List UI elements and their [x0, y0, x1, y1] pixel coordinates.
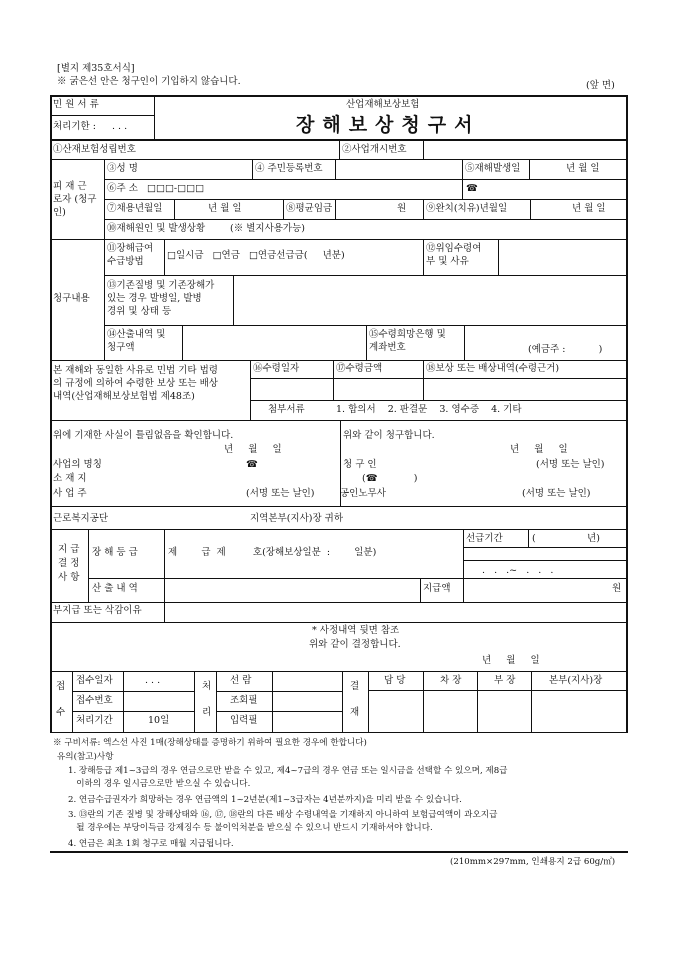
- denial-label: 부지급 또는 삭감이유: [53, 605, 142, 616]
- postal-code-boxes[interactable]: □□□-□□□: [147, 183, 205, 194]
- period-value: 10일: [148, 715, 170, 726]
- calc-detail-label: 산 출 내 역: [92, 583, 138, 594]
- biz-name-label: 사업의 명칭: [53, 459, 102, 470]
- form-title: 장해보상청구서: [296, 114, 481, 136]
- claimant-sign[interactable]: (서명 또는 날인): [536, 459, 605, 470]
- form-number: [별지 제35호서식]: [57, 63, 135, 74]
- labor-attorney-sign[interactable]: (서명 또는 날인): [522, 488, 591, 499]
- entered-label: 입력필: [230, 715, 258, 726]
- calc-label: ⑭산출내역 및 청구액: [107, 329, 166, 353]
- bank-label: ⑮수령희망은행 및 계좌번호: [369, 329, 446, 353]
- receipt-no-label: 접수번호: [76, 695, 113, 706]
- name-label: ③성 명: [107, 163, 138, 174]
- other-comp-desc: 본 재해와 동일한 사유로 민법 기타 법령 의 규정에 의하여 수령한 보상 또는 배상 내역(산업재해보상보험법 제48조): [53, 365, 218, 402]
- inquired-label: 조회필: [230, 695, 258, 706]
- claim-section-label: 청구내용: [53, 293, 90, 304]
- prior-condition-label: ⑬기존질병 및 기존장해가 있는 경우 발병일, 발병 경위 및 상태 등: [107, 280, 215, 317]
- period-label: 처리기간: [76, 715, 113, 726]
- location-label: 소 재 지: [53, 473, 87, 484]
- receipt-date-label: 접수일자: [76, 675, 113, 686]
- prepay-years[interactable]: ( 년): [532, 533, 600, 544]
- notice-4: 4. 연금은 최초 1회 청구로 매월 지급됩니다.: [68, 839, 234, 849]
- rrn-label: ④ 주민등록번호: [255, 163, 323, 174]
- pay-amount-unit: 원: [612, 583, 622, 594]
- claim-date[interactable]: 년 월 일: [510, 444, 568, 455]
- claim-statement: 위와 같이 청구합니다.: [343, 430, 435, 441]
- dept-head-label: 부 장: [494, 675, 516, 686]
- hire-date-label: ⑦채용년월일: [107, 203, 163, 214]
- grade-label: 장 해 등 급: [92, 547, 138, 558]
- pay-amount-label: 지급액: [423, 583, 451, 594]
- decision-note: * 사정내역 뒷면 참조: [312, 625, 400, 636]
- reviewed-label: 선 람: [230, 675, 252, 686]
- chief-label: 차 장: [440, 675, 462, 686]
- avg-wage-label: ⑧평균임금: [286, 203, 333, 214]
- insurance-no-label: ①산재보험성립번호: [53, 144, 136, 155]
- prepay-label: 선급기간: [466, 533, 503, 544]
- accident-date-value[interactable]: 년 월 일: [566, 163, 600, 174]
- deadline-date[interactable]: . . .: [112, 121, 128, 132]
- confirm-date[interactable]: 년 월 일: [224, 444, 282, 455]
- form-note: ※ 굵은선 안은 청구인이 기입하지 않습니다.: [57, 76, 241, 87]
- handling-col-label: 처 리: [202, 681, 212, 718]
- receipt-date-value[interactable]: . . .: [145, 675, 161, 686]
- staff-label: 담 당: [384, 675, 406, 686]
- receipt-col-label: 접 수: [56, 681, 66, 718]
- branch-addressee: 지역본부(지사)장 귀하: [250, 513, 344, 524]
- labor-attorney-label: 공인노무사: [340, 488, 386, 499]
- decision-date[interactable]: 년 월 일: [482, 655, 540, 666]
- decision-label: 지 급 결 정 사 항: [58, 544, 80, 583]
- approval-col-label: 결 재: [350, 681, 360, 718]
- accident-date-label: ⑤재해발생일: [465, 163, 521, 174]
- notice-3: 3. ⑬란의 기존 질병 및 장해상태와 ⑯, ⑰, ⑱란의 다른 배상 수령내역을 기재하지 아니하여 보험급여액이 과오지급 될 경우에는 부당이득금 강제징수 등 불이익처분을 받으실 수 있으니 반드시 기재하셔야 합니다.: [68, 810, 498, 833]
- notice-title: 유의(참고)사항: [57, 752, 114, 762]
- delegate-label: ⑫위임수령여 부 및 사유: [426, 243, 482, 267]
- hire-date-value[interactable]: 년 월 일: [208, 203, 242, 214]
- claimant-label: 청 구 인: [343, 459, 377, 470]
- claimant-phone[interactable]: (☎ ): [362, 473, 418, 484]
- worker-section-label: 피 재 근 로자 (청구 인): [53, 181, 97, 218]
- deadline-label: 처리기한 :: [53, 121, 96, 132]
- owner-label: 사 업 주: [53, 488, 87, 499]
- prepay-period[interactable]: . . .~ . . .: [482, 565, 554, 576]
- cause-note: (※ 별지사용가능): [230, 223, 305, 234]
- business-no-label: ②사업개시번호: [342, 144, 407, 155]
- address-label: ⑥주 소: [107, 183, 138, 194]
- form-subtitle: 산업재해보상보험: [346, 99, 420, 110]
- confirm-statement: 위에 기재한 사실이 틀림없음을 확인합니다.: [53, 430, 234, 441]
- avg-wage-unit: 원: [397, 203, 407, 214]
- notice-1: 1. 장해등급 제1~3급의 경우 연금으로만 받을 수 있고, 제4~7급의 경우 연금 또는 일시금을 선택할 수 있으며, 제8급 이하의 경우 일시금으로만 받으실 수 있습니다.: [68, 766, 508, 789]
- notice-2: 2. 연금수급권자가 희망하는 경우 연금액의 1~2년분(제1~3급자는 4년분까지)을 미리 받을 수 있습니다.: [68, 795, 462, 805]
- cause-label: ⑩재해원인 및 발생상황: [107, 223, 206, 234]
- grade-value[interactable]: 제 급 제 호(장해보상일분 : 일분): [168, 547, 377, 558]
- cure-date-label: ⑨완치(치유)년월일: [426, 203, 508, 214]
- recv-amount-label: ⑰수령금액: [336, 363, 383, 374]
- page-side: (앞 면): [586, 80, 615, 91]
- phone-icon: ☎: [466, 183, 478, 194]
- required-docs: ※ 구비서류: 엑스선 사진 1매(장해상태를 증명하기 위하여 필요한 경우에 한합니다): [53, 738, 367, 748]
- attach-label: 첨부서류: [268, 404, 305, 415]
- decision-statement: 위와 같이 결정합니다.: [309, 639, 401, 650]
- recv-detail-label: ⑱보상 또는 배상내역(수령근거): [426, 363, 560, 374]
- org-name: 근로복지공단: [53, 513, 109, 524]
- receipt-label: 민 원 서 류: [53, 99, 99, 110]
- cure-date-value[interactable]: 년 월 일: [572, 203, 606, 214]
- payment-options[interactable]: □일시금 □연금 □연금선급금( 년분): [167, 250, 345, 261]
- biz-phone-icon: ☎: [246, 459, 258, 470]
- account-holder[interactable]: (예금주 : ): [528, 344, 603, 355]
- method-label: ⑪장해급여 수급방법: [107, 243, 154, 267]
- paper-spec: (210mm×297mm, 인쇄용지 2급 60g/㎡): [450, 857, 616, 867]
- recv-date-label: ⑯수령일자: [253, 363, 300, 374]
- branch-head-label: 본부(지사)장: [549, 675, 603, 686]
- attach-items: 1. 합의서 2. 판결문 3. 영수증 4. 기타: [336, 404, 522, 415]
- owner-sign[interactable]: (서명 또는 날인): [246, 488, 315, 499]
